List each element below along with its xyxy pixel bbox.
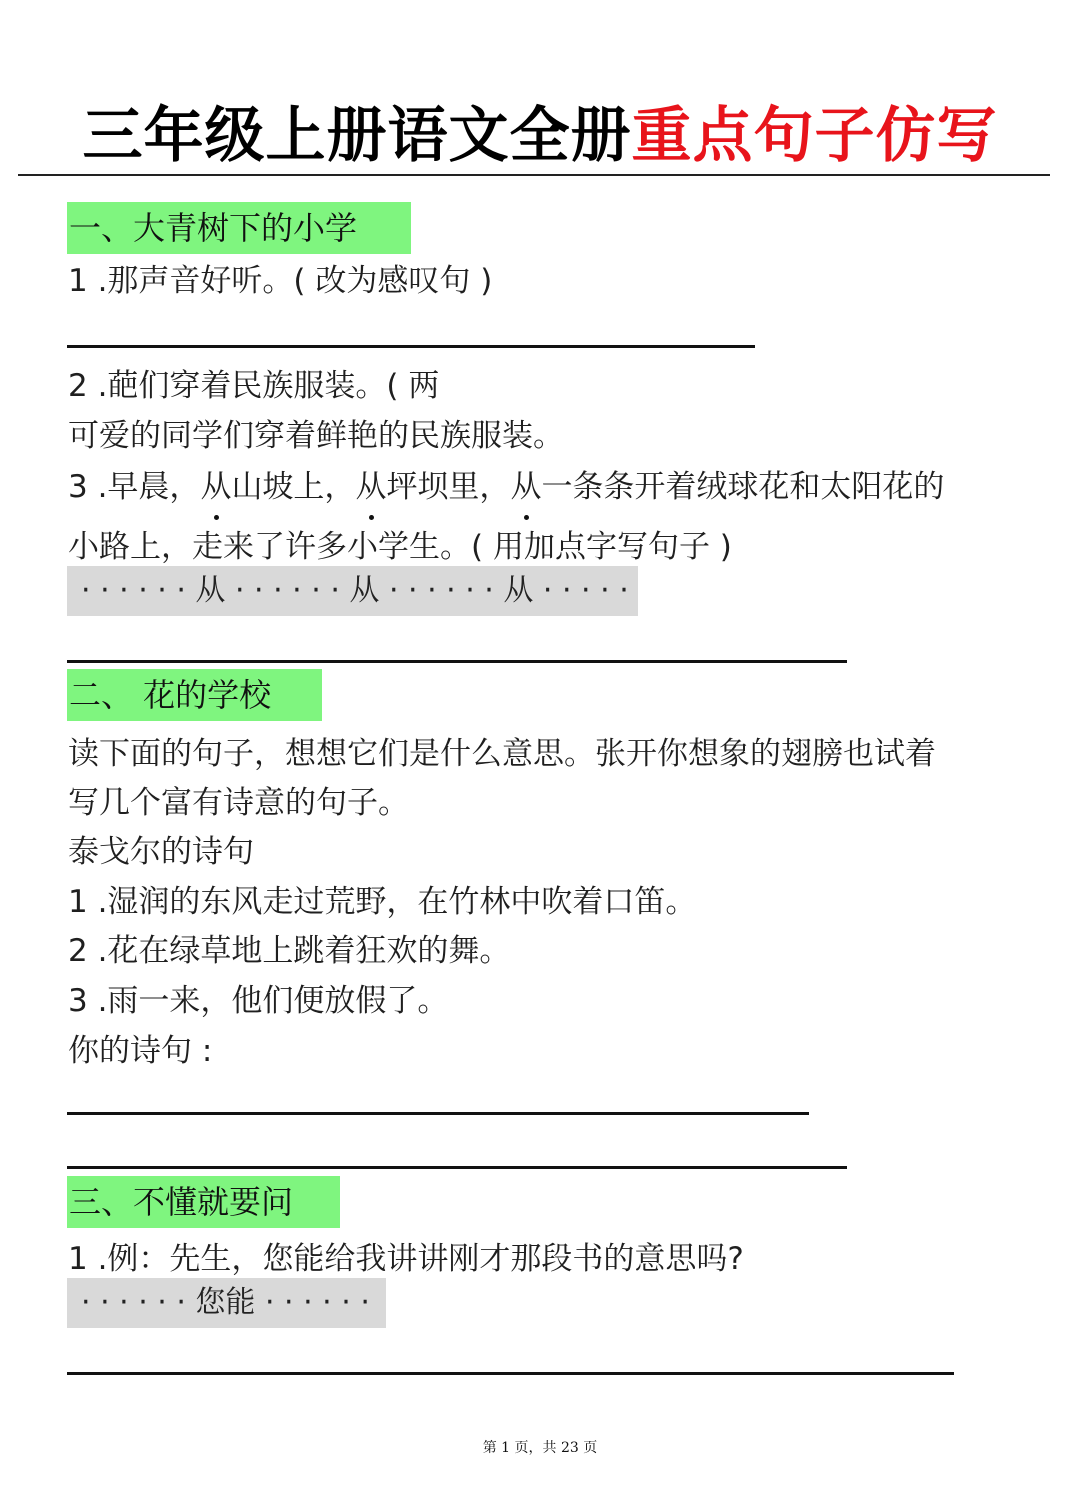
exercise-line: 小路上，走来了许多小学生。( 用加点字写句子 ) [68, 529, 732, 565]
emphasis-char: 从 [355, 461, 386, 506]
exercise-line: 2 .葩们穿着民族服装。( 两 [68, 368, 440, 404]
exercise-line: 读下面的句子，想想它们是什么意思。张开你想象的翅膀也试着 [68, 736, 936, 772]
exercise-line: 写几个富有诗意的句子。 [68, 785, 409, 821]
answer-line[interactable] [67, 660, 847, 663]
answer-line[interactable] [67, 1112, 809, 1115]
emphasis-char: 从 [200, 461, 231, 506]
emphasis-char: 从 [510, 461, 541, 506]
exercise-line: 可爱的同学们穿着鲜艳的民族服装。 [68, 418, 564, 454]
exercise-line: 你的诗句 : [68, 1033, 213, 1069]
title-divider [18, 174, 1050, 176]
hint-box: · · · · · · 从 · · · · · · 从 · · · · · · 从 · · · · · [67, 566, 638, 616]
exercise-line: 2 .花在绿草地上跳着狂欢的舞。 [68, 933, 511, 969]
answer-line[interactable] [67, 1166, 847, 1169]
exercise-line: 泰戈尔的诗句 [68, 834, 254, 870]
exercise-line: 1 .例：先生，您能给我讲讲刚才那段书的意思吗? [68, 1241, 744, 1277]
page-title [0, 88, 1080, 174]
section-heading-3: 三、不懂就要问 [67, 1176, 340, 1228]
answer-line[interactable] [67, 1372, 954, 1375]
exercise-line: 3 .雨一来，他们便放假了。 [68, 983, 449, 1019]
exercise-line-dotted: 3 .早晨，从山坡上，从坪坝里，从一条条开着绒球花和太阳花的 [68, 461, 944, 506]
hint-box: · · · · · · 您能 · · · · · · [67, 1278, 386, 1328]
title-main: 三年级上册语文全册 [82, 101, 632, 171]
page-number: 第 1 页，共 23 页 [482, 1440, 598, 1456]
exercise-line: 1 .那声音好听。( 改为感叹句 ) [68, 263, 493, 299]
exercise-line: 1 .湿润的东风走过荒野，在竹林中吹着口笛。 [68, 884, 697, 920]
title-highlight: 重点句子仿写 [631, 101, 998, 171]
section-heading-2: 二、 花的学校 [67, 669, 322, 721]
answer-line[interactable] [67, 345, 755, 348]
section-heading-1: 一、大青树下的小学 [67, 202, 411, 254]
